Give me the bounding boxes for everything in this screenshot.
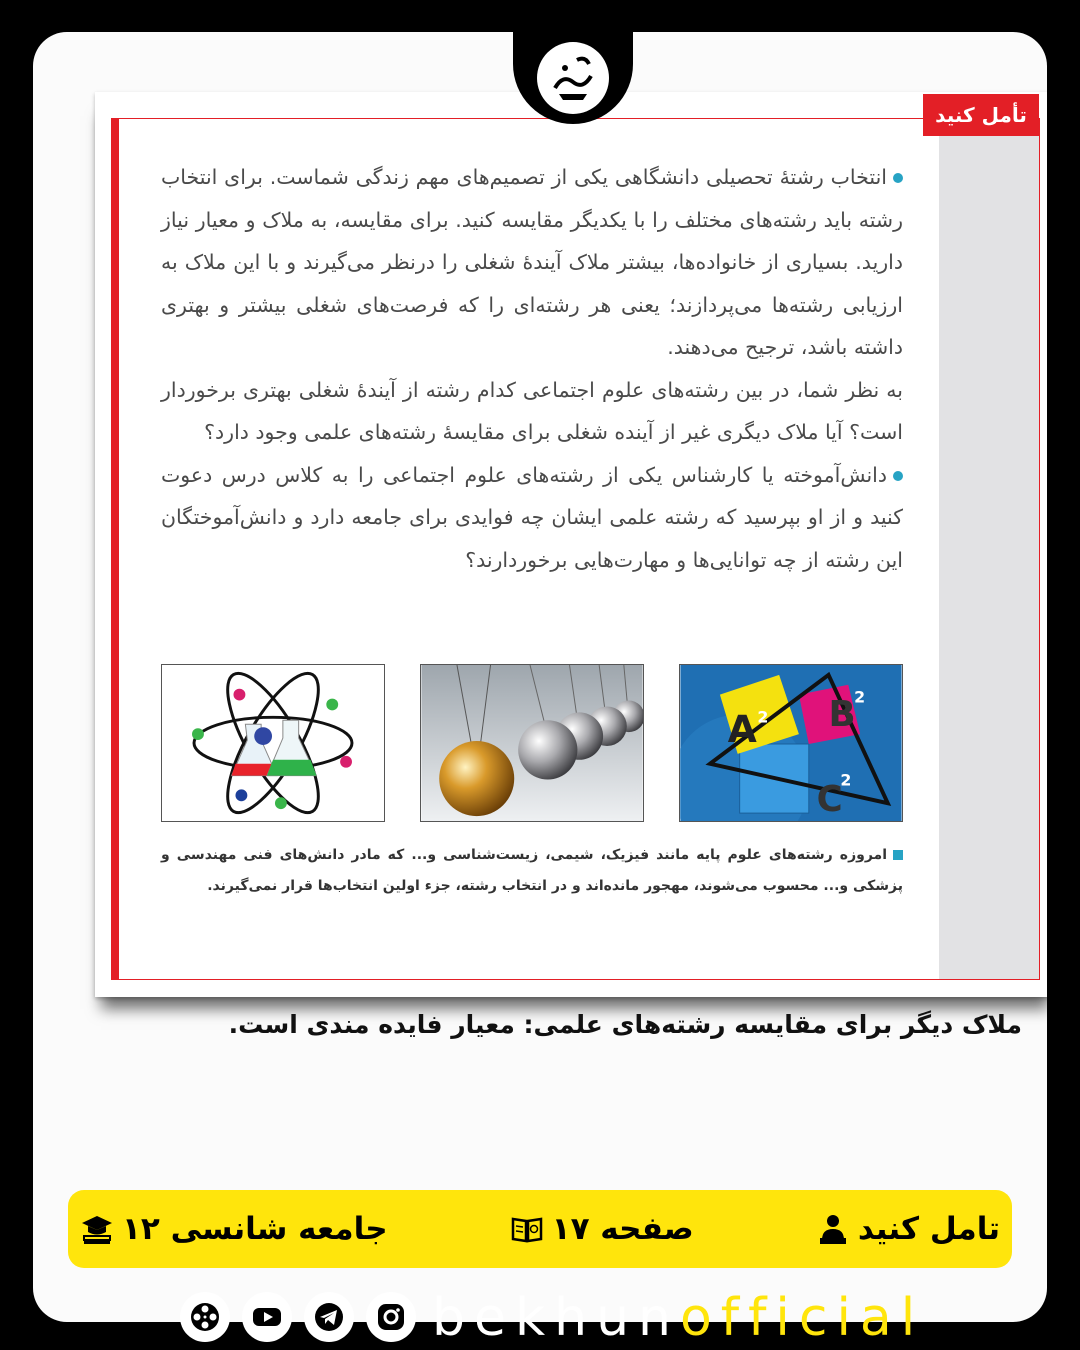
graduation-cap-icon [80, 1212, 114, 1246]
letter-b: B [828, 694, 856, 736]
superscript-a: 2 [757, 707, 769, 727]
paragraph-3: دانش‌آموخته یا کارشناس یکی از رشته‌های علوم اجتماعی را به کلاس درس دعوت کنید و از او بپرسید که رشته علمی ایشان چه فوایدی برای جامعه دارد و دانش‌آموختگان این رشته از چه توانایی‌ها و مهارت‌هایی برخوردارند؟ [161, 462, 903, 572]
superscript-c: 2 [840, 770, 852, 790]
caption-square-icon [893, 850, 903, 860]
image-row [161, 664, 903, 824]
letter-c: C [816, 779, 843, 821]
youtube-icon[interactable] [242, 1292, 292, 1342]
answer-text: ملاک دیگر برای مقایسه رشته‌های علمی: معیار فایده مندی است. [228, 1010, 1022, 1039]
social-links [180, 1284, 416, 1350]
atom-chemistry-flasks-image [161, 664, 385, 822]
bullet-icon [893, 471, 903, 481]
newtons-cradle-image [420, 664, 644, 822]
letter-a: A [727, 707, 757, 752]
teacher-icon [816, 1212, 850, 1246]
body-text [161, 156, 903, 581]
bekhun-logo-icon [533, 38, 613, 118]
footer-book: جامعه شانسی ۱۲ [80, 1211, 388, 1247]
pythagoras-geometry-image [679, 664, 903, 822]
content-card [33, 32, 1047, 1322]
brand-name: bekhunofficial [432, 1288, 925, 1348]
footer-page: صفحه ۱۷ [510, 1211, 694, 1247]
paragraph-1: انتخاب رشتهٔ تحصیلی دانشگاهی یکی از تصمیم‌های مهم زندگی شماست. برای انتخاب رشته باید رشته‌های مختلف را با یکدیگر مقایسه کنید. برای مقایسه، به ملاک و معیار نیاز دارید. بسیاری از خانواده‌ها، بیشتر ملاک آیندهٔ شغلی را درنظر می‌گیرند و با این ملاک به ارزیابی رشته‌ها می‌پردازند؛ یعنی هر رشته‌ای را که فرصت‌های شغلی بیشتر و بهتری داشته باشد، ترجیح می‌دهند. [161, 165, 903, 359]
section-tag: تأمل کنید [923, 94, 1039, 136]
textbook-page [95, 92, 1047, 997]
instagram-icon[interactable] [366, 1292, 416, 1342]
open-book-icon [510, 1212, 544, 1246]
film-reel-icon[interactable] [180, 1292, 230, 1342]
superscript-b: 2 [854, 687, 866, 707]
image-caption: امروزه رشته‌های علوم پایه مانند فیزیک، شیمی، زیست‌شناسی و... که مادر دانش‌های فنی مهندسی و پزشکی و... محسوب می‌شوند، مهجور مانده‌اند و در انتخاب رشته، جزء اولین انتخاب‌ها قرار نمی‌گیرند. [161, 847, 903, 894]
bullet-icon [893, 173, 903, 183]
paragraph-2: به نظر شما، در بین رشته‌های علوم اجتماعی کدام رشته از آیندهٔ شغلی بهتری برخوردار است؟ آیا ملاک دیگری غیر از آینده شغلی برای مقایسهٔ رشته‌های علمی وجود دارد؟ [161, 377, 903, 444]
telegram-icon[interactable] [304, 1292, 354, 1342]
footer-section: تامل کنید [816, 1211, 1000, 1247]
footer-info-bar [68, 1190, 1012, 1268]
